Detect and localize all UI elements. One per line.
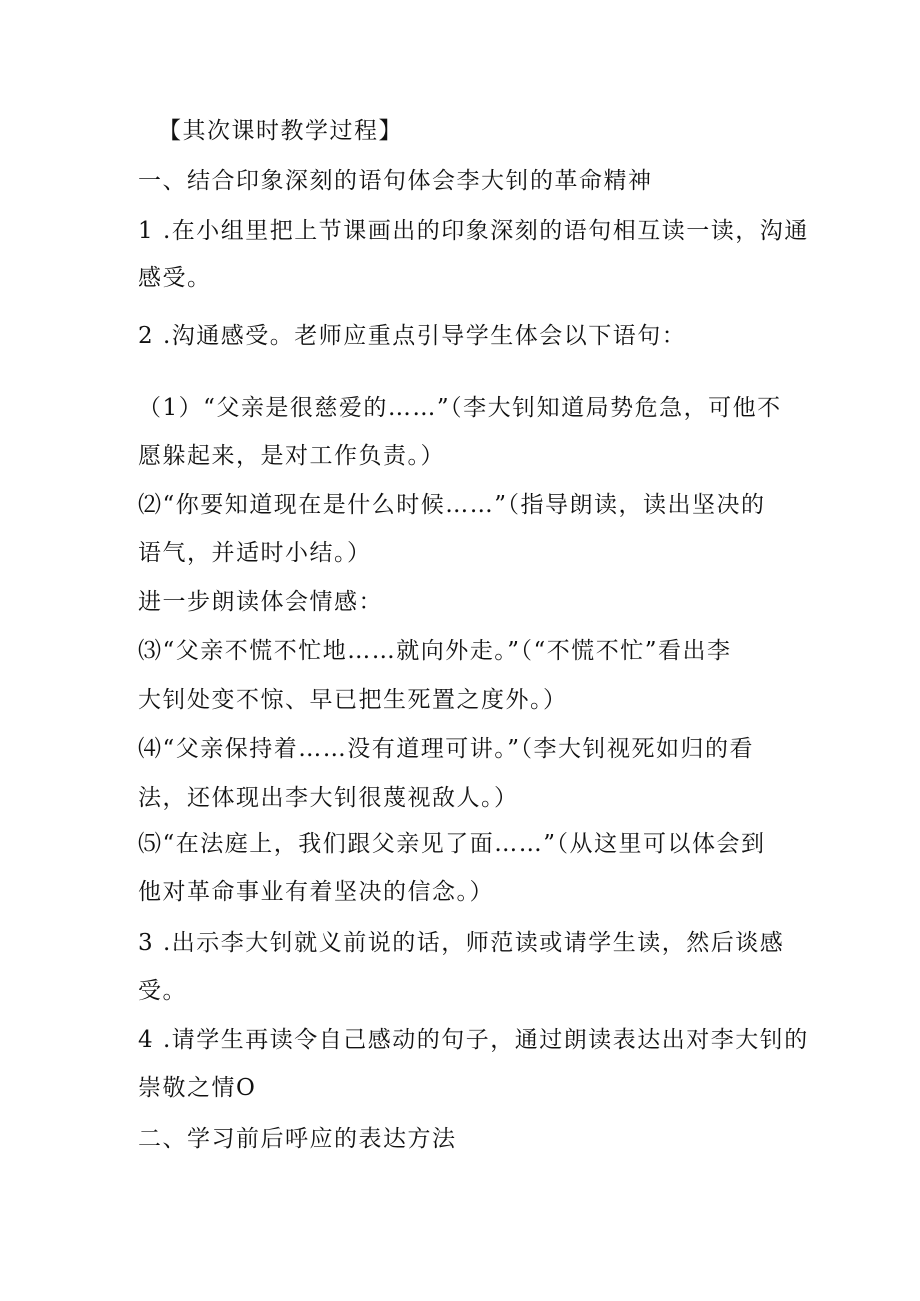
step-3-line-1: 3 .出示李大钊就义前说的话，师范读或请学生读，然后谈感	[138, 930, 785, 956]
section-1-title: 一、结合印象深刻的语句体会李大钊的革命精神	[138, 168, 653, 194]
item-2-line-2: 语气，并适时小结。）	[138, 540, 372, 566]
further-reading-label: 进一步朗读体会情感：	[138, 589, 383, 615]
item-1-line-2: 愿躲起来，是对工作负责。）	[138, 443, 445, 469]
item-4-line-1: ⑷“父亲保持着……没有道理可讲。”（李大钊视死如归的看	[138, 736, 755, 762]
item-5-line-2: 他对革命事业有着坚决的信念。）	[138, 879, 494, 905]
lesson-heading: 【其次课时教学过程】	[158, 118, 403, 144]
item-3-line-1: ⑶“父亲不慌不忙地……就向外走。”（“不慌不忙”看出李	[138, 638, 732, 664]
step-1-line-2: 感受。	[138, 265, 212, 291]
section-2-title: 二、学习前后呼应的表达方法	[138, 1126, 457, 1152]
step-2-line-1: 2 .沟通感受。老师应重点引导学生体会以下语句：	[138, 323, 687, 349]
step-1-line-1: 1 .在小组里把上节课画出的印象深刻的语句相互读一读，沟通	[138, 218, 809, 244]
step-4-line-2: 崇敬之情O	[138, 1075, 257, 1101]
step-3-line-2: 受。	[138, 978, 187, 1004]
item-5-line-1: ⑸“在法庭上，我们跟父亲见了面……”（从这里可以体会到	[138, 831, 766, 857]
item-3-line-2: 大钊处变不惊、早已把生死置之度外。）	[138, 687, 568, 713]
item-1-line-1: （1）“父亲是很慈爱的……”（李大钊知道局势危急，可他不	[138, 395, 782, 421]
item-2-line-1: ⑵“你要知道现在是什么时候……”（指导朗读，读出坚决的	[138, 492, 766, 518]
step-4-line-1: 4 .请学生再读令自己感动的句子，通过朗读表达出对李大钊的	[138, 1027, 809, 1053]
item-4-line-2: 法，还体现出李大钊很蔑视敌人。）	[138, 785, 519, 811]
